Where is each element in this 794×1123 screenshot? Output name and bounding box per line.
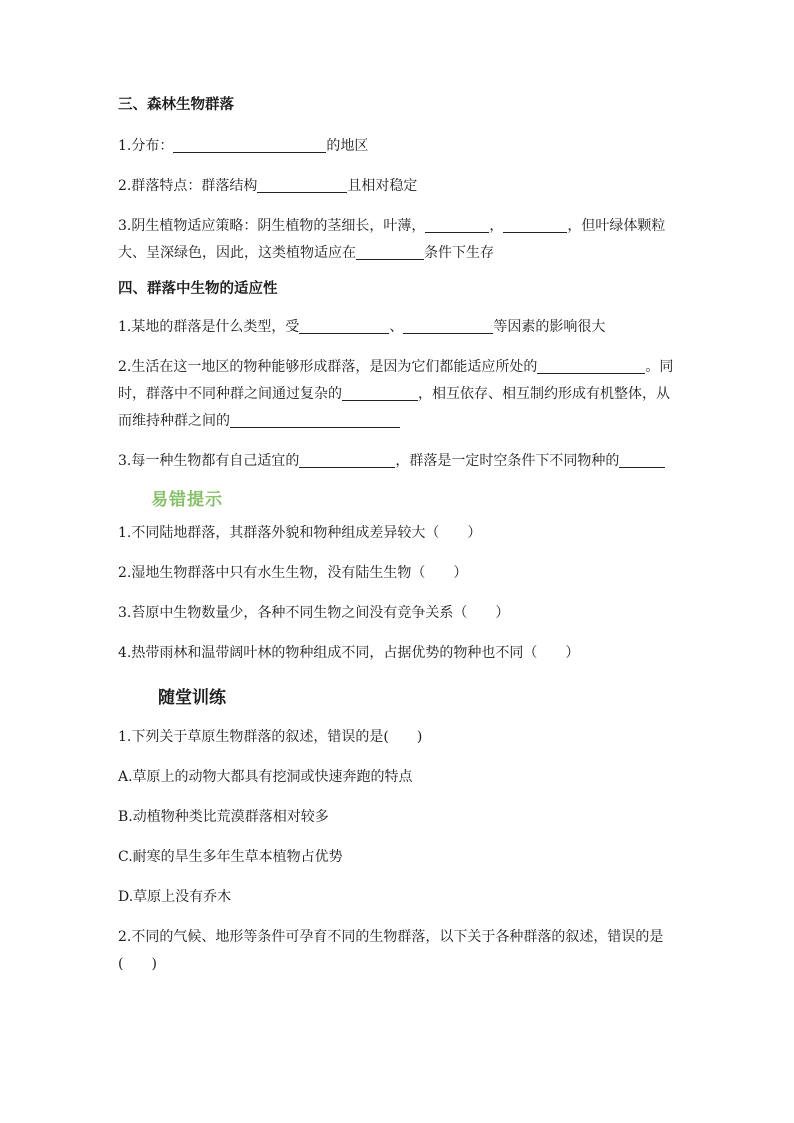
answer-blank[interactable] [342, 385, 418, 401]
option-a: A.草原上的动物大都具有挖洞或快速奔跑的特点 [118, 769, 413, 785]
practice-q2: 2.不同的气候、地形等条件可孕育不同的生物群落，以下关于各种群落的叙述，错误的是 ( ) [118, 929, 664, 972]
answer-blank[interactable] [173, 137, 326, 153]
option-d: D.草原上没有乔木 [118, 889, 232, 905]
section-4-q1: 1.某地的群落是什么类型，受 、 等因素的影响很大 [118, 319, 606, 335]
option-c: C.耐寒的旱生多年生草本植物占优势 [118, 849, 343, 865]
tip-item: 1.不同陆地群落，其群落外貌和物种组成差异较大（ ） [118, 525, 482, 541]
section-4-q3: 3.每一种生物都有自己适宜的 ，群落是一定时空条件下不同物种的 [118, 448, 678, 475]
practice-q1: 1.下列关于草原生物群落的叙述，错误的是( ) [118, 729, 423, 745]
answer-blank[interactable] [230, 412, 400, 428]
answer-blank[interactable] [537, 358, 645, 374]
tip-item: 4.热带雨林和温带阔叶林的物种组成不同，占据优势的物种也不同（ ） [118, 645, 580, 661]
section-4-q2: 2.生活在这一地区的物种能够形成群落，是因为它们都能适应所处的 。同 时，群落中不同种群之间通过复杂的 ，相互依存、相互制约形成有机整体，从 而维持种群之间的 [118, 359, 674, 429]
tip-item: 3.苔原中生物数量少，各种不同生物之间没有竞争关系（ ） [118, 605, 510, 621]
tip-item: 2.湿地生物群落中只有水生生物，没有陆生生物（ ） [118, 565, 468, 581]
option-b: B.动植物种类比荒漠群落相对较多 [118, 809, 329, 825]
answer-blank[interactable] [403, 318, 493, 334]
practice-title: 随堂训练 [158, 688, 226, 708]
section-3-q1: 1.分布： 的地区 [118, 138, 369, 154]
document-page [118, 92, 678, 978]
section-3-title: 三、森林生物群落 [118, 96, 234, 113]
section-4-title: 四、群落中生物的适应性 [118, 280, 278, 297]
answer-blank[interactable] [425, 217, 489, 233]
answer-blank[interactable] [299, 452, 395, 468]
answer-blank[interactable] [257, 177, 347, 193]
tips-title: 易错提示 [151, 490, 223, 510]
answer-blank[interactable] [619, 452, 665, 468]
section-3-q3: 3.阴生植物适应策略：阴生植物的茎细长，叶薄， ， ，但叶绿体颗粒 大、呈深绿色，因此，这类植物适应在 条件下生存 [118, 218, 666, 261]
answer-blank[interactable] [299, 318, 389, 334]
answer-blank[interactable] [356, 244, 424, 260]
section-3-q2: 2.群落特点：群落结构 且相对稳定 [118, 178, 418, 194]
answer-blank[interactable] [503, 217, 567, 233]
